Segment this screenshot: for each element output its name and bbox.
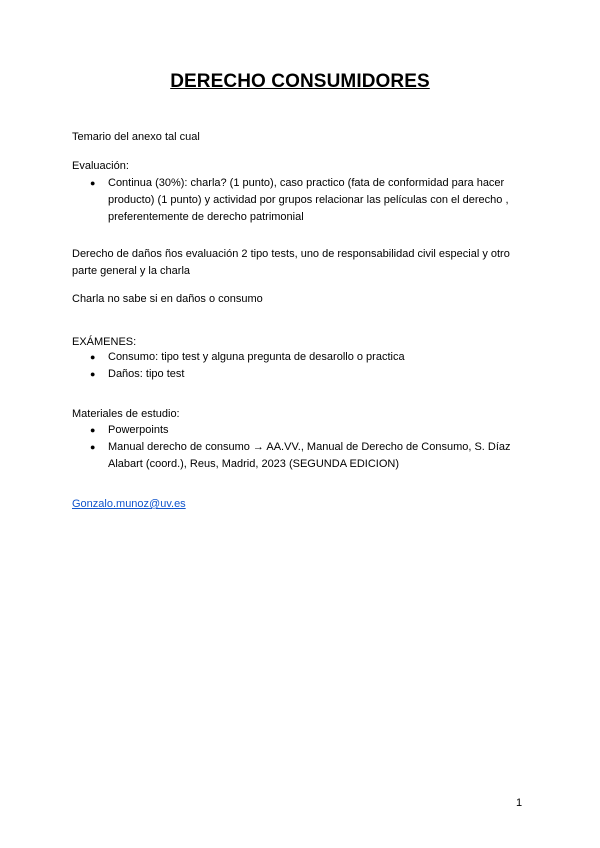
list-item-text: Manual derecho de consumo → AA.VV., Manual de Derecho de Consumo, S. Díaz Alabart (coord.), Reus, Madrid, 2023 (SEGUNDA EDICION) — [108, 441, 511, 470]
charla-paragraph: Charla no sabe si en daños o consumo — [72, 293, 263, 305]
email-link[interactable]: Gonzalo.munoz@uv.es — [72, 498, 186, 510]
examenes-heading: EXÁMENES: — [72, 336, 137, 348]
page-number: 1 — [516, 797, 523, 809]
list-item — [72, 349, 532, 366]
list-item-text: Daños: tipo test — [108, 368, 185, 380]
evaluacion-heading: Evaluación: — [72, 160, 129, 172]
examenes-list — [72, 349, 532, 383]
list-item — [72, 366, 532, 383]
materiales-list — [72, 422, 532, 473]
materiales-heading: Materiales de estudio: — [72, 408, 180, 420]
list-item — [72, 175, 532, 226]
danos-paragraph: Derecho de daños ños evaluación 2 tipo tests, uno de responsabilidad civil especial y otro parte general y la charla — [72, 248, 510, 277]
intro-text: Temario del anexo tal cual — [72, 131, 200, 143]
list-item — [72, 439, 532, 473]
bullet-icon: ● — [90, 425, 96, 435]
list-item — [72, 422, 532, 439]
bullet-icon: ● — [90, 369, 96, 379]
evaluacion-list — [72, 175, 532, 226]
list-item-text: Consumo: tipo test y alguna pregunta de desarollo o practica — [108, 351, 405, 363]
bullet-icon: ● — [90, 178, 96, 188]
bullet-icon: ● — [90, 352, 96, 362]
list-item-text: Continua (30%): charla? (1 punto), caso practico (fata de conformidad para hacer producto) (1 punto) y actividad por grupos relacionar las películas con el derecho , preferentemente de derecho patrimonial — [108, 177, 509, 223]
bullet-icon: ● — [90, 442, 96, 452]
list-item-text: Powerpoints — [108, 424, 169, 436]
document-title: DERECHO CONSUMIDORES — [170, 71, 430, 92]
